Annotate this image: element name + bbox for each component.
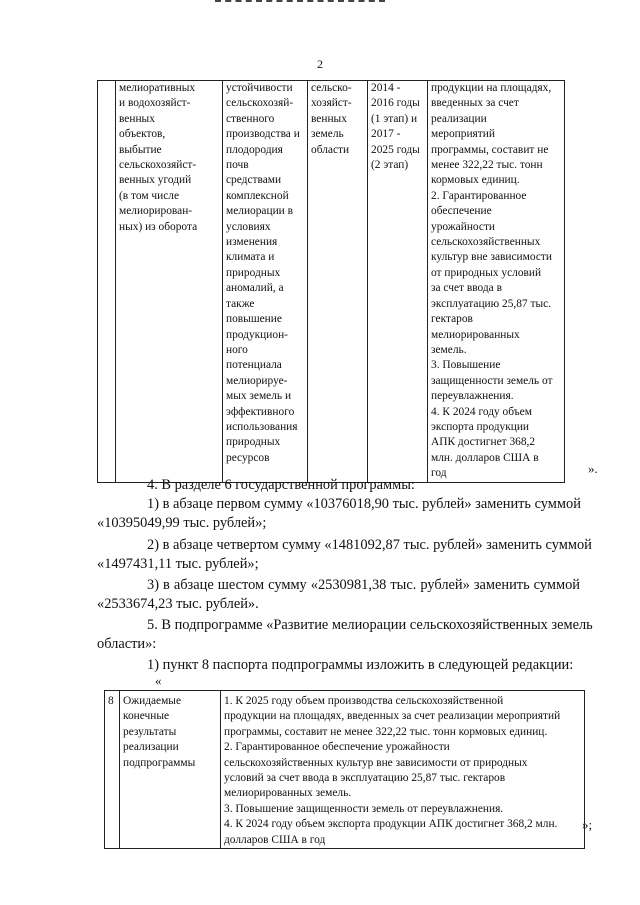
cell-line: ственного bbox=[226, 112, 275, 125]
cell-line: млн. долларов США в bbox=[431, 451, 539, 464]
paragraph-5-1: 1) пункт 8 паспорта подпрограммы изложить в следующей редакции: bbox=[147, 657, 574, 673]
cell-line: 1. К 2025 году объем производства сельскохозяйственной bbox=[224, 695, 504, 707]
cell-line: аномалий, а bbox=[226, 282, 284, 295]
cell-line: реализации bbox=[123, 741, 179, 754]
cell-line: долларов США в год bbox=[224, 833, 326, 846]
cell-line: производства и bbox=[226, 128, 300, 141]
cell-line: природных bbox=[226, 266, 281, 279]
table-row bbox=[105, 691, 585, 849]
cell-line: 2. Гарантированное bbox=[431, 189, 527, 202]
closing-quote-1: ». bbox=[588, 461, 598, 476]
cell-line: менее 322,22 тыс. тонн bbox=[431, 159, 543, 172]
cell-line: введенных за счет bbox=[431, 97, 519, 110]
cell-line: сельскохозяйственных культур вне зависимости от природных bbox=[224, 756, 528, 769]
cell-line: продукцион- bbox=[226, 328, 288, 341]
cell-line: 4. К 2024 году объем bbox=[431, 405, 532, 418]
cell-line: комплексной bbox=[226, 189, 289, 202]
paragraph-4-2-line2: «1497431,11 тыс. рублей»; bbox=[97, 556, 259, 572]
cell-line: продукции на площадях, введенных за счет реализации мероприятий bbox=[224, 710, 561, 723]
cell-line: Ожидаемые bbox=[123, 695, 182, 707]
cell-line: также bbox=[226, 297, 255, 310]
cell-line: урожайности bbox=[431, 220, 496, 233]
cell-line: 3. Повышение защищенности земель от переувлажнения. bbox=[224, 802, 504, 815]
cell-line: объектов, bbox=[119, 128, 166, 141]
paragraph-5-line1: 5. В подпрограмме «Развитие мелиорации сельскохозяйственных земель bbox=[147, 617, 593, 633]
cell-line: программы, составит не менее 322,22 тыс. тонн кормовых единиц. bbox=[224, 725, 548, 738]
cell-line: плодородия bbox=[226, 143, 283, 156]
cell-line: подпрограммы bbox=[123, 756, 196, 769]
cell-line: области bbox=[311, 143, 350, 156]
passport-item-8-table bbox=[104, 690, 585, 849]
cell-line: венных угодий bbox=[119, 174, 192, 187]
cell-line: мелиорированных земель. bbox=[224, 787, 352, 800]
closing-quote-2: »; bbox=[582, 817, 593, 832]
cell-line: реализации bbox=[431, 112, 487, 125]
cell-line: ресурсов bbox=[226, 451, 270, 464]
cell-line: гектаров bbox=[431, 313, 473, 326]
table2-name bbox=[120, 691, 221, 849]
cell-line: кормовых единиц. bbox=[431, 174, 520, 187]
cell-line: сельскохозяйственных bbox=[431, 236, 541, 249]
top-decorative-mark bbox=[215, 0, 385, 5]
cell-line: средствами bbox=[226, 174, 282, 187]
cell-line: сельскохозяйст- bbox=[119, 159, 197, 172]
cell-line: почв bbox=[226, 159, 249, 172]
cell-line: мелиорируе- bbox=[226, 374, 288, 387]
cell-line: климата и bbox=[226, 251, 275, 264]
cell-line: мелиорирован- bbox=[119, 205, 193, 218]
cell-line: использования bbox=[226, 420, 298, 433]
cell-line: ных) из оборота bbox=[119, 220, 198, 233]
table1-col5 bbox=[368, 81, 428, 483]
page-number: 2 bbox=[317, 57, 323, 71]
cell-line: сельско- bbox=[311, 82, 352, 94]
cell-line: эффективного bbox=[226, 405, 295, 418]
cell-line: АПК достигнет 368,2 bbox=[431, 436, 536, 449]
cell-line: мелиорации в bbox=[226, 205, 294, 218]
cell-line: продукции на площадях, bbox=[431, 82, 552, 94]
table-row bbox=[98, 81, 565, 483]
cell-line: 2017 - bbox=[371, 128, 401, 141]
table2-text bbox=[221, 691, 585, 849]
paragraph-4-3-line2: «2533674,23 тыс. рублей». bbox=[97, 596, 259, 612]
cell-line: результаты bbox=[123, 725, 177, 738]
cell-line: мероприятий bbox=[431, 128, 495, 141]
cell-line: и водохозяйст- bbox=[119, 97, 191, 110]
cell-line: от природных условий bbox=[431, 266, 542, 279]
table1-col2 bbox=[116, 81, 223, 483]
cell-line: устойчивости bbox=[226, 82, 293, 94]
cell-line: 2025 годы bbox=[371, 143, 420, 156]
cell-line: (в том числе bbox=[119, 189, 180, 202]
cell-line: конечные bbox=[123, 710, 170, 723]
cell-line: земель bbox=[311, 128, 344, 141]
table1-col6 bbox=[428, 81, 565, 483]
cell-line: венных bbox=[311, 112, 347, 125]
cell-line: 2016 годы bbox=[371, 97, 420, 110]
cell-line: потенциала bbox=[226, 359, 282, 372]
cell-line: выбытие bbox=[119, 143, 162, 156]
cell-line: условий за счет ввода в эксплуатацию 25,87 тыс. гектаров bbox=[224, 772, 506, 785]
cell-line: переувлажнения. bbox=[431, 390, 514, 403]
continued-program-table bbox=[97, 80, 565, 483]
cell-line: ного bbox=[226, 343, 248, 356]
paragraph-4-2-line1: 2) в абзаце четвертом сумму «1481092,87 тыс. рублей» заменить суммой bbox=[147, 537, 592, 553]
cell-line: изменения bbox=[226, 236, 278, 249]
paragraph-4-3-line1: 3) в абзаце шестом сумму «2530981,38 тыс. рублей» заменить суммой bbox=[147, 577, 580, 593]
cell-line: эксплуатацию 25,87 тыс. bbox=[431, 297, 552, 310]
cell-line: сельскохозяй- bbox=[226, 97, 294, 110]
cell-line: мелиоративных bbox=[119, 82, 196, 94]
cell-line: 4. К 2024 году объем экспорта продукции АПК достигнет 368,2 млн. bbox=[224, 818, 558, 831]
paragraph-4-1-line1: 1) в абзаце первом сумму «10376018,90 тыс. рублей» заменить суммой bbox=[147, 496, 581, 512]
table1-col4 bbox=[308, 81, 368, 483]
cell-line: защищенности земель от bbox=[431, 374, 553, 387]
cell-line: (1 этап) и bbox=[371, 112, 418, 125]
paragraph-5-line2: области»: bbox=[97, 636, 157, 652]
cell-line: мелиорированных bbox=[431, 328, 520, 341]
cell-line: год bbox=[431, 467, 447, 480]
cell-line: земель. bbox=[431, 343, 467, 356]
cell-line: программы, составит не bbox=[431, 143, 549, 156]
cell-line: 2. Гарантированное обеспечение урожайности bbox=[224, 741, 450, 754]
table2-number: 8 bbox=[105, 691, 120, 849]
cell-line: 2014 - bbox=[371, 82, 401, 94]
cell-line: повышение bbox=[226, 313, 282, 326]
cell-line: экспорта продукции bbox=[431, 420, 530, 433]
table1-col3 bbox=[223, 81, 308, 483]
cell-line: культур вне зависимости bbox=[431, 251, 552, 264]
cell-line: 3. Повышение bbox=[431, 359, 501, 372]
cell-line: за счет ввода в bbox=[431, 282, 502, 295]
cell-line: (2 этап) bbox=[371, 159, 409, 172]
cell-line: хозяйст- bbox=[311, 97, 352, 110]
paragraph-4-1-line2: «10395049,99 тыс. рублей»; bbox=[97, 515, 267, 531]
cell-line: обеспечение bbox=[431, 205, 492, 218]
cell-line: венных bbox=[119, 112, 155, 125]
table1-col1 bbox=[98, 81, 116, 483]
paragraph-4: 4. В разделе 6 государственной программы: bbox=[147, 477, 415, 493]
cell-line: природных bbox=[226, 436, 281, 449]
cell-line: мых земель и bbox=[226, 390, 292, 403]
cell-line: условиях bbox=[226, 220, 271, 233]
opening-quote: « bbox=[155, 673, 162, 688]
